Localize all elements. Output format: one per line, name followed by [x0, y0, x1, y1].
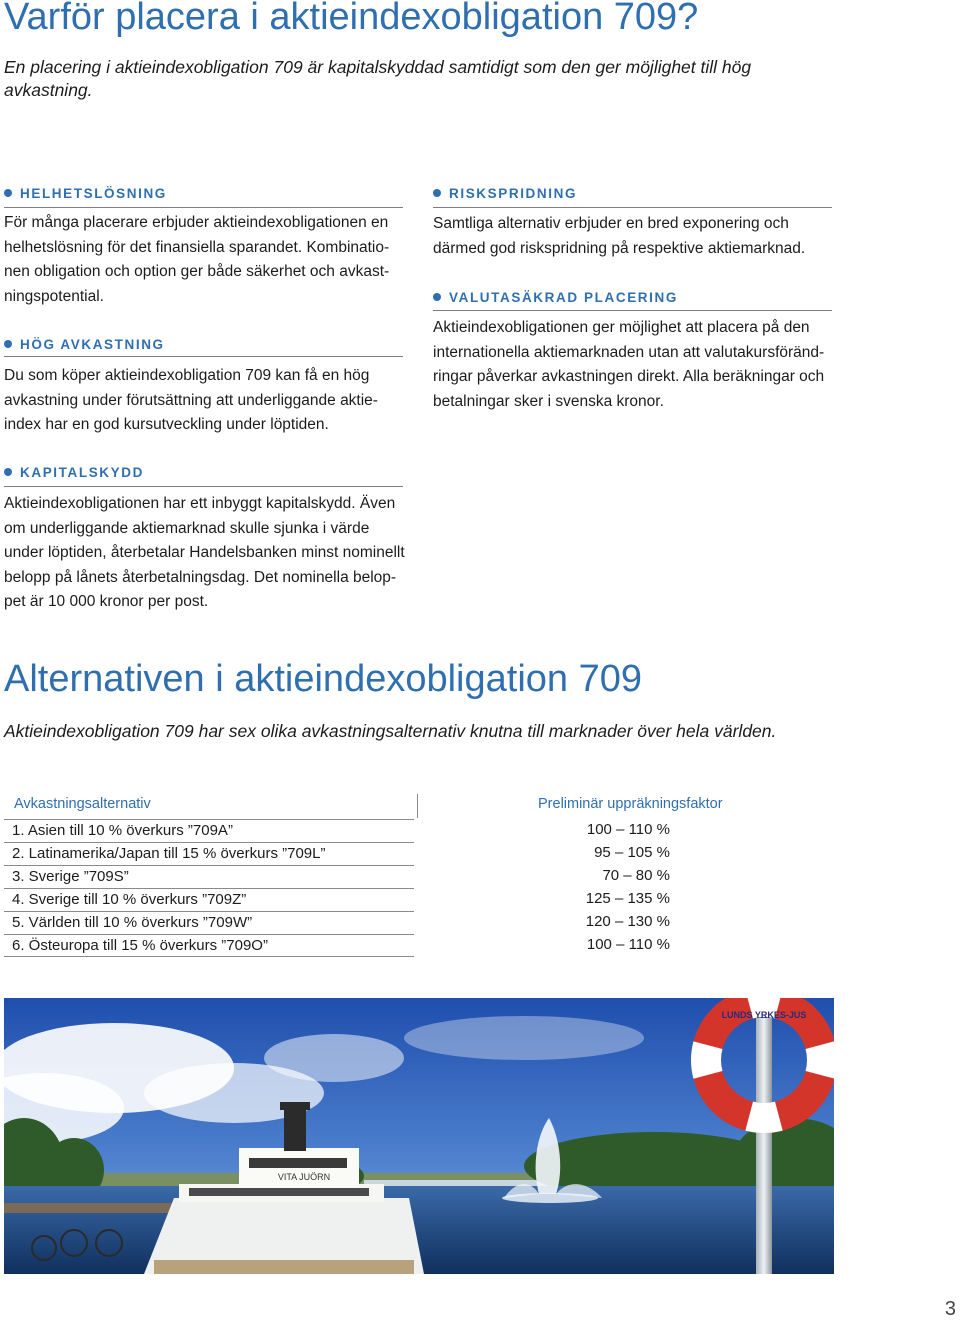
section-rule [4, 356, 403, 357]
text-line: helhetslösning för det finansiella sparandet. Kombinatio- [4, 238, 390, 256]
table-row [4, 934, 414, 957]
text-line: internationella aktiemarknaden utan att valutakursföränd- [433, 343, 825, 361]
bullet-dot-icon [433, 189, 441, 197]
text-line: avkastning under förutsättning att underliggande aktie- [4, 391, 378, 409]
section-rule [433, 310, 832, 311]
table-row [4, 865, 414, 888]
bullet-dot-icon [4, 189, 12, 197]
row-label: 3. Sverige ”709S” [12, 868, 129, 885]
bullet-dot-icon [4, 468, 12, 476]
text-line: Du som köper aktieindexobligation 709 kan få en hög [4, 367, 370, 384]
row-label: 4. Sverige till 10 % överkurs ”709Z” [12, 891, 247, 908]
text-line: om underliggande aktiemarknad skulle sjunka i värde [4, 519, 370, 537]
row-value: 100 – 110 % [586, 821, 670, 838]
row-value: 120 – 130 % [585, 913, 670, 930]
section-body-hog-avkastning [4, 364, 414, 438]
section-rule [433, 207, 832, 208]
table-row [4, 888, 414, 911]
text-line: Aktieindexobligationen ger möjlighet att placera på den [433, 319, 810, 336]
table-divider [417, 794, 418, 818]
row-label: 6. Östeuropa till 15 % överkurs ”709O” [12, 937, 268, 954]
section-rule [4, 486, 403, 487]
table-header-factor: Preliminär uppräkningsfaktor [538, 796, 723, 812]
boat-name: VITA JUÖRN [277, 1172, 331, 1182]
pole-shape [756, 1018, 772, 1274]
section-body-helhetslosning [4, 211, 414, 309]
text-line: därmed god riskspridning på respektive aktiemarknad. [433, 239, 806, 257]
text-line: Aktieindexobligationen har ett inbyggt kapitalskydd. Även [4, 495, 396, 512]
text-line: betalningar sker i svenska kronor. [433, 392, 664, 410]
alternatives-lead: Aktieindexobligation 709 har sex olika avkastningsalternativ knutna till marknader över hela världen. [4, 721, 777, 741]
section-body-riskspridning [433, 212, 853, 261]
lifebuoy-text: LUNDS YRKES-JUS [721, 1010, 807, 1020]
table-row [4, 911, 414, 934]
row-label: 2. Latinamerika/Japan till 15 % överkurs ”709L” [12, 845, 326, 862]
section-body-kapitalskydd [4, 492, 424, 615]
bullet-dot-icon [433, 293, 441, 301]
section-heading-valutasakrad: VALUTASÄKRAD PLACERING [433, 290, 678, 306]
row-label: 1. Asien till 10 % överkurs ”709A” [12, 822, 233, 839]
section-heading-kapitalskydd: KAPITALSKYDD [4, 465, 144, 481]
text-line: index har en god kursutveckling under löptiden. [4, 416, 329, 433]
section-heading-helhetslosning: HELHETSLÖSNING [4, 186, 167, 202]
text-line: För många placerare erbjuder aktieindexobligationen en [4, 214, 389, 231]
section-rule [4, 207, 403, 208]
table-row [4, 819, 414, 842]
harbor-photo [4, 998, 834, 1274]
section-body-valutasakrad [433, 316, 853, 414]
row-label: 5. Världen till 10 % överkurs ”709W” [12, 914, 253, 931]
text-line: belopp på lånets återbetalningsdag. Det nominella belop- [4, 568, 397, 586]
row-value: 70 – 80 % [602, 867, 670, 884]
section-heading-hog-avkastning: HÖG AVKASTNING [4, 337, 165, 353]
table-header-alternative: Avkastningsalternativ [14, 796, 151, 812]
page-title: Varför placera i aktieindexobligation 709? [4, 0, 699, 38]
page-lead: En placering i aktieindexobligation 709 är kapitalskyddad samtidigt som den ger möjlighet till hög avkastning. [4, 57, 752, 100]
text-line: pet är 10 000 kronor per post. [4, 593, 209, 610]
text-line: Samtliga alternativ erbjuder en bred exponering och [433, 215, 789, 232]
text-line: ningspotential. [4, 287, 104, 305]
table-row [4, 842, 414, 865]
bullet-dot-icon [4, 340, 12, 348]
text-line: nen obligation och option ger både säkerhet och avkast- [4, 263, 390, 280]
page-number: 3 [944, 1298, 956, 1320]
row-value: 125 – 135 % [585, 890, 670, 907]
row-value: 95 – 105 % [594, 844, 670, 861]
section-heading-riskspridning: RISKSPRIDNING [433, 186, 577, 202]
alternatives-title: Alternativen i aktieindexobligation 709 [4, 658, 642, 700]
text-line: under löptiden, återbetalar Handelsbanken minst nominellt [4, 544, 405, 561]
text-line: ringar påverkar avkastningen direkt. Alla beräkningar och [433, 368, 825, 385]
row-value: 100 – 110 % [586, 936, 670, 953]
